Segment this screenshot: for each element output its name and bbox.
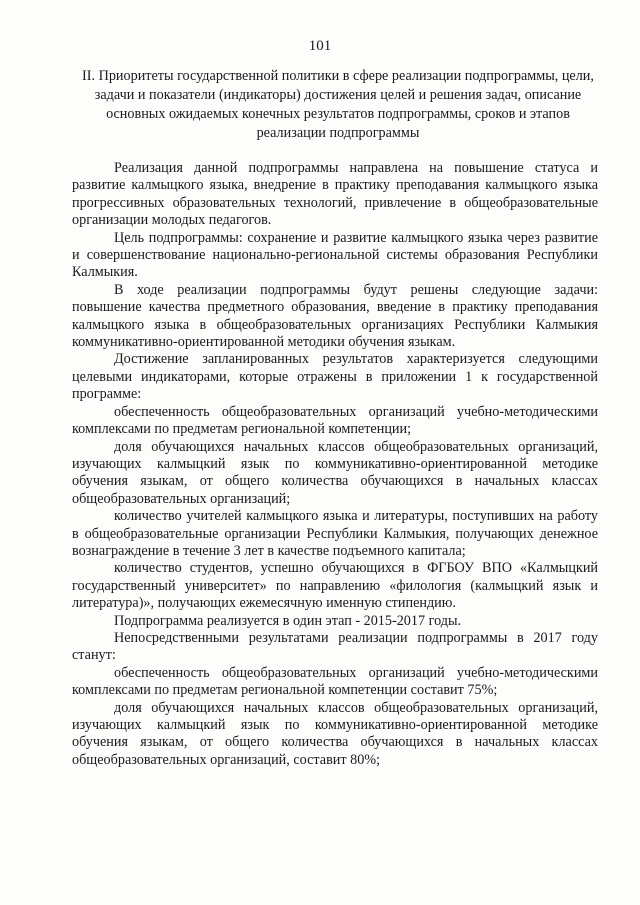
paragraph-goal-intro: Реализация данной подпрограммы направлена на повышение статуса и развитие калмыцкого языка, внедрение в практику преподавания калмыцкого языка прогрессивных образовательных технологий, привлечение в общеобразовательные организации молодых педагогов.	[72, 160, 598, 229]
paragraph-results-intro: Непосредственными результатами реализации подпрограммы в 2017 году станут:	[72, 629, 598, 664]
paragraph-indicator-1: обеспеченность общеобразовательных организаций учебно-методическими комплексами по предметам региональной компетенции;	[72, 403, 598, 438]
paragraph-indicator-3: количество учителей калмыцкого языка и литературы, поступивших на работу в общеобразовательные организации Республики Калмыкия, получающих денежное вознаграждение в течение 3 лет в качестве подъемного капитала;	[72, 508, 598, 559]
paragraph-indicators-intro: Достижение запланированных результатов характеризуется следующими целевыми индикаторами, которые отражены в приложении 1 к государственной программе:	[72, 351, 598, 403]
paragraph-result-2: доля обучающихся начальных классов общеобразовательных организаций, изучающих калмыцкий язык по коммуникативно-ориентированной методике обучения языкам, от общего количества обучающихся в начальных классах общеобразовательных организаций, составит 80%;	[72, 699, 598, 768]
paragraph-result-1: обеспеченность общеобразовательных организаций учебно-методическими комплексами по предметам региональной компетенции составит 75%;	[72, 664, 598, 699]
paragraph-goal: Цель подпрограммы: сохранение и развитие калмыцкого языка через развитие и совершенствование национально-региональной системы образования Республики Калмыкия.	[72, 229, 598, 281]
document-body	[72, 160, 598, 769]
paragraph-tasks: В ходе реализации подпрограммы будут решены следующие задачи: повышение качества предметного образования, введение в практику преподавания калмыцкого языка в общеобразовательных организациях Республики Калмыкия коммуникативно-ориентированной методики обучения языкам.	[72, 281, 598, 351]
section-heading: II. Приоритеты государственной политики в сфере реализации подпрограммы, цели, задачи и показатели (индикаторы) достижения целей и решения задач, описание основных ожидаемых конечных результатов подпрограммы, сроков и этапов реализации подпрограммы	[82, 68, 594, 141]
paragraph-stage: Подпрограмма реализуется в один этап - 2015-2017 годы.	[114, 612, 462, 629]
paragraph-indicator-2: доля обучающихся начальных классов общеобразовательных организаций, изучающих калмыцкий язык по коммуникативно-ориентированной методике обучения языкам, от общего количества обучающихся в начальных классах общеобразовательных организаций;	[72, 438, 598, 507]
paragraph-indicator-4: количество студентов, успешно обучающихся в ФГБОУ ВПО «Калмыцкий государственный университет» по направлению «филология (калмыцкий язык и литература)», получающих ежемесячную именную стипендию.	[72, 560, 598, 612]
page-number: 101	[308, 38, 332, 54]
